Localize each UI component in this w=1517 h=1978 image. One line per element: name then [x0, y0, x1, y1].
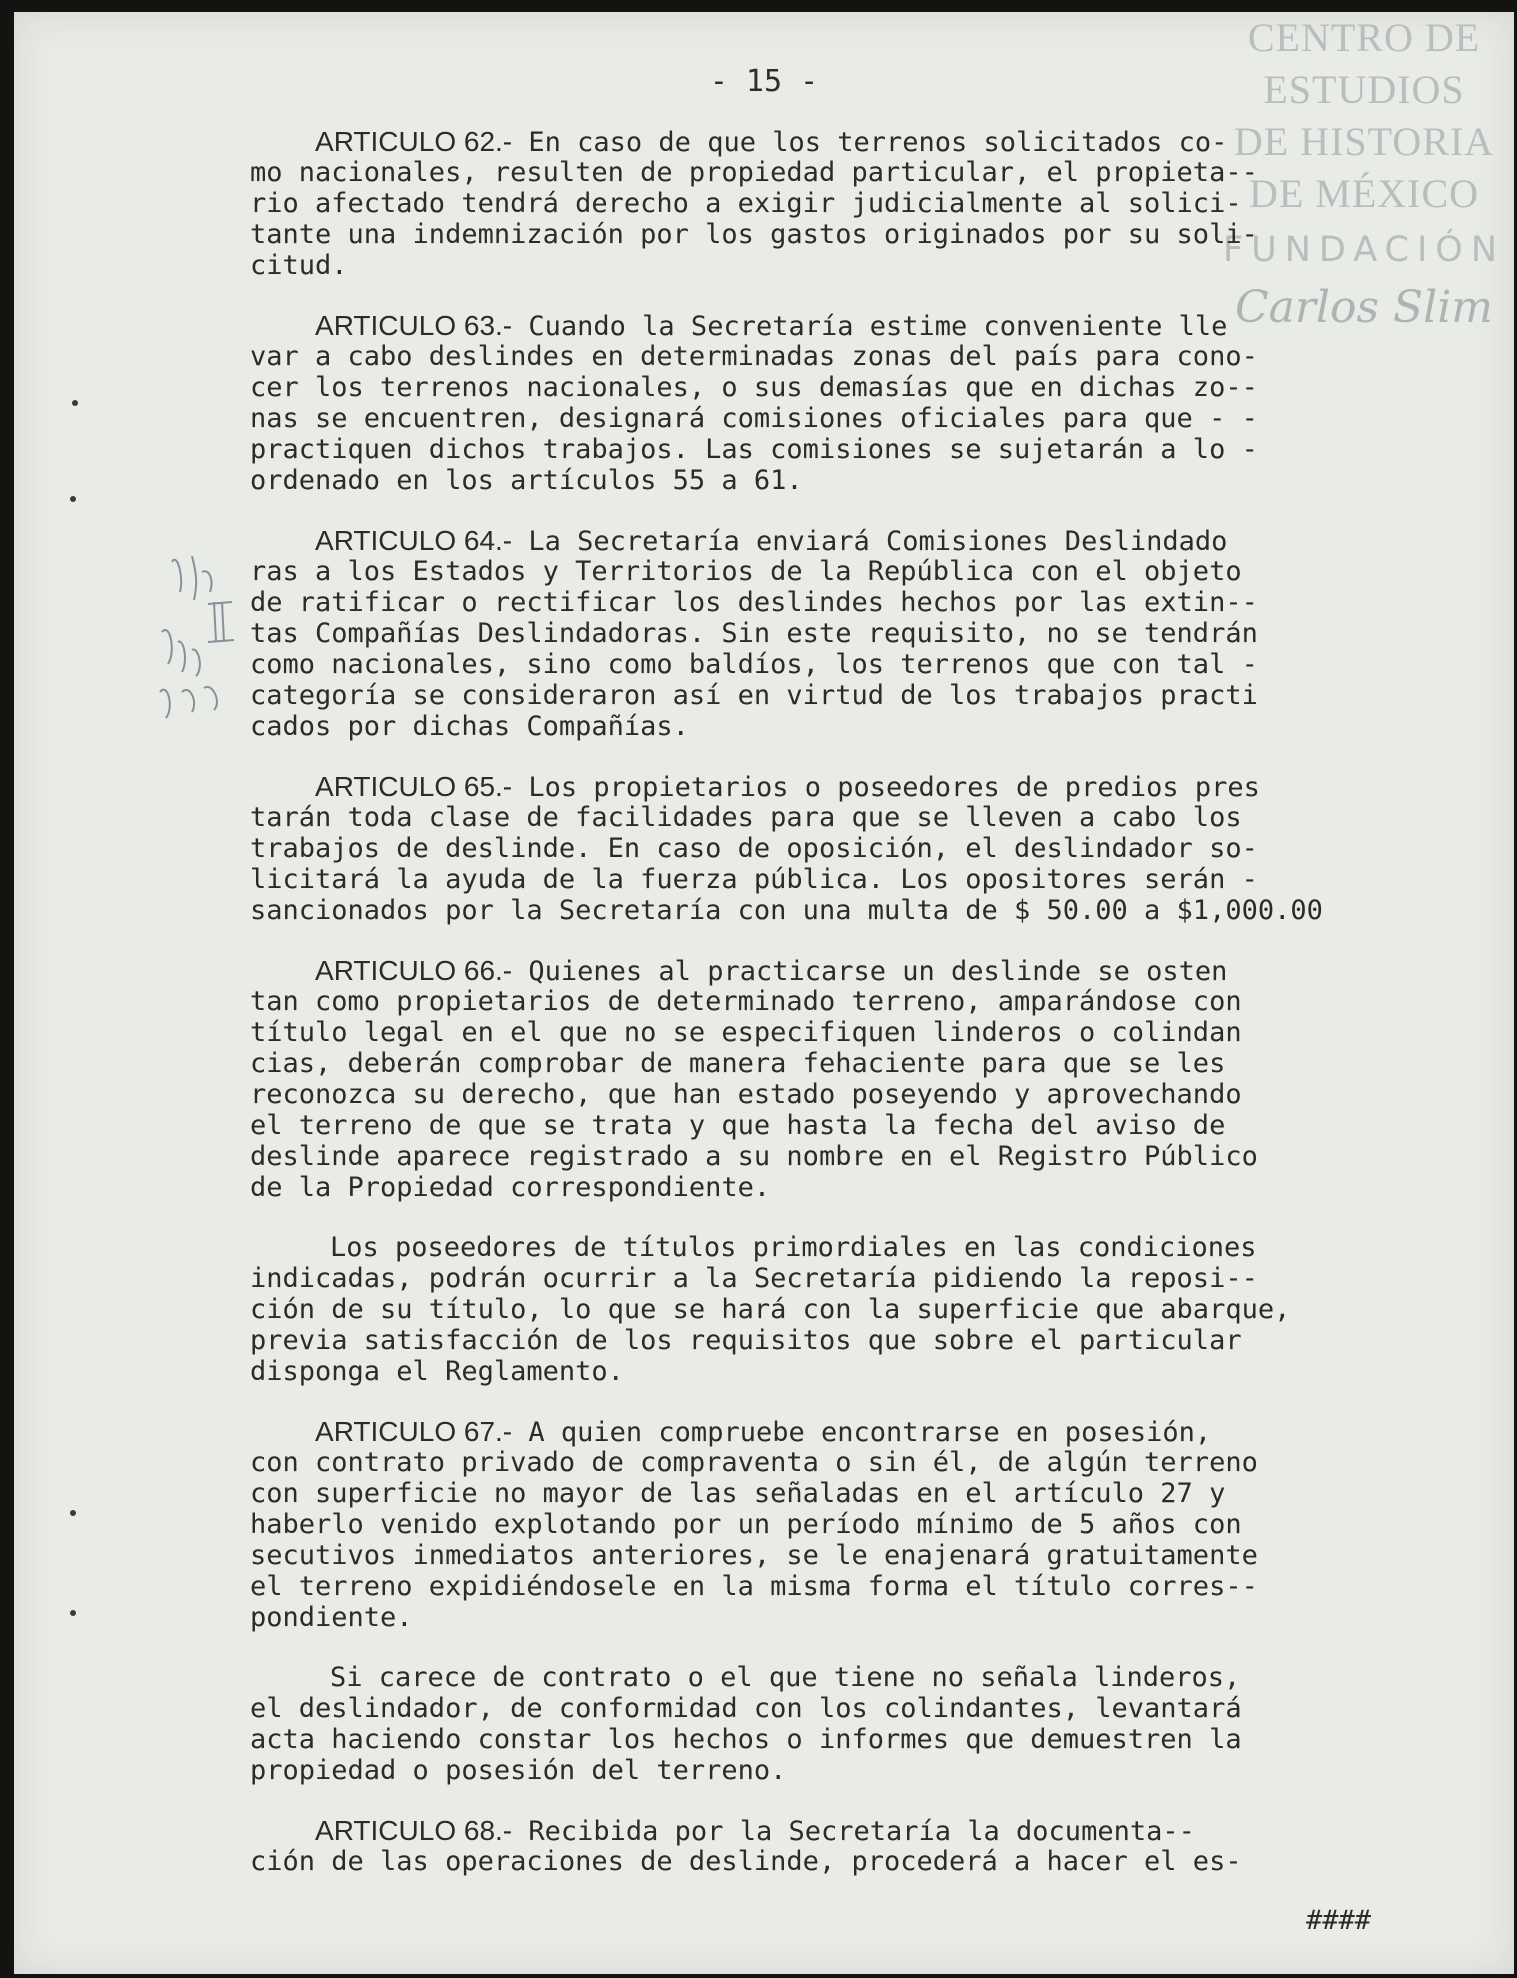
- indent: [250, 311, 315, 342]
- text-line: cados por dichas Compañías.: [250, 711, 689, 742]
- text-line: [250, 1815, 1500, 1846]
- text-line: [250, 955, 1500, 986]
- article-paragraph: [250, 955, 1500, 1203]
- continuation-paragraph: [250, 1662, 1500, 1786]
- text-line: [250, 126, 1500, 157]
- article-text: La Secretaría enviará Comisiones Deslindado: [512, 526, 1228, 557]
- indent: [250, 127, 315, 158]
- text-line: var a cabo deslindes en determinadas zonas del país para cono-: [250, 341, 1258, 372]
- article-heading: ARTICULO 62.-: [315, 126, 513, 157]
- text-line: como nacionales, sino como baldíos, los terrenos que con tal -: [250, 649, 1258, 680]
- page-number: - 15 -: [709, 64, 819, 99]
- text-line: tarán toda clase de facilidades para que se lleven a cabo los: [250, 802, 1242, 833]
- article-text: Los propietarios o poseedores de predios pres: [512, 772, 1260, 803]
- indent: [250, 956, 315, 987]
- margin-dot: [70, 1610, 76, 1616]
- watermark-line: DE MÉXICO: [1248, 171, 1480, 216]
- article-heading: ARTICULO 68.-: [315, 1815, 513, 1846]
- text-line: licitará la ayuda de la fuerza pública. Los opositores serán -: [250, 864, 1258, 895]
- article-text: En caso de que los terrenos solicitados co-: [512, 127, 1228, 158]
- text-line: mo nacionales, resulten de propiedad particular, el propieta--: [250, 157, 1258, 188]
- text-line: pondiente.: [250, 1602, 413, 1633]
- text-line: deslinde aparece registrado a su nombre en el Registro Público: [250, 1141, 1258, 1172]
- margin-dot: [70, 1510, 76, 1516]
- indent: [250, 1816, 315, 1847]
- document-body: [250, 126, 1500, 1906]
- text-line: rio afectado tendrá derecho a exigir judicialmente al solici-: [250, 188, 1242, 219]
- text-line: sancionados por la Secretaría con una multa de $ 50.00 a $1,000.00: [250, 895, 1323, 926]
- text-line: nas se encuentren, designará comisiones oficiales para que - -: [250, 403, 1258, 434]
- text-line: categoría se consideraron así en virtud de los trabajos practi: [250, 680, 1258, 711]
- text-line: secutivos inmediatos anteriores, se le enajenará gratuitamente: [250, 1540, 1258, 1571]
- text-line: título legal en el que no se especifiquen linderos o colindan: [250, 1017, 1242, 1048]
- article-paragraph: [250, 1416, 1500, 1633]
- article-text: Cuando la Secretaría estime conveniente lle: [512, 311, 1228, 342]
- document-page: [14, 12, 1514, 1974]
- article-heading: ARTICULO 64.-: [315, 525, 513, 556]
- text-line: ordenado en los artículos 55 a 61.: [250, 465, 803, 496]
- watermark-foundation: FUNDACIÓN: [1222, 230, 1506, 270]
- text-line: tante una indemnización por los gastos originados por su soli-: [250, 219, 1258, 250]
- text-line: tas Compañías Deslindadoras. Sin este requisito, no se tendrán: [250, 618, 1258, 649]
- margin-dot: [72, 400, 78, 406]
- article-heading: ARTICULO 65.-: [315, 771, 513, 802]
- text-line: citud.: [250, 250, 348, 281]
- text-line: [250, 525, 1500, 556]
- text-line: acta haciendo constar los hechos o informes que demuestren la: [250, 1724, 1242, 1755]
- text-line: de la Propiedad correspondiente.: [250, 1172, 771, 1203]
- text-line: tan como propietarios de determinado terreno, amparándose con: [250, 986, 1242, 1017]
- text-line: con superficie no mayor de las señaladas en el artículo 27 y: [250, 1478, 1226, 1509]
- indent: [250, 526, 315, 557]
- watermark-line: CENTRO DE: [1247, 15, 1481, 60]
- text-line: ras a los Estados y Territorios de la República con el objeto: [250, 556, 1242, 587]
- article-text: Recibida por la Secretaría la documenta--: [512, 1816, 1195, 1847]
- text-line: [250, 1416, 1500, 1447]
- watermark-signature: Carlos Slim: [1234, 282, 1494, 333]
- text-line: [250, 310, 1500, 341]
- text-line: con contrato privado de compraventa o sin él, de algún terreno: [250, 1447, 1258, 1478]
- text-line: practiquen dichos trabajos. Las comisiones se sujetarán a lo -: [250, 434, 1258, 465]
- article-paragraph: [250, 126, 1500, 281]
- article-heading: ARTICULO 67.-: [315, 1416, 513, 1447]
- indent: [250, 772, 315, 803]
- text-line: ción de su título, lo que se hará con la superficie que abarque,: [250, 1294, 1291, 1325]
- text-line: haberlo venido explotando por un período mínimo de 5 años con: [250, 1509, 1242, 1540]
- continuation-marks: ####: [1306, 1905, 1372, 1936]
- article-paragraph: [250, 310, 1500, 496]
- margin-dot: [70, 496, 76, 502]
- continuation-paragraph: [250, 1232, 1500, 1387]
- text-line: trabajos de deslinde. En caso de oposición, el deslindador so-: [250, 833, 1258, 864]
- watermark-line: ESTUDIOS: [1263, 67, 1465, 112]
- text-line: propiedad o posesión del terreno.: [250, 1755, 787, 1786]
- text-line: disponga el Reglamento.: [250, 1356, 624, 1387]
- text-line: cer los terrenos nacionales, o sus demasías que en dichas zo--: [250, 372, 1258, 403]
- text-line: el terreno de que se trata y que hasta la fecha del aviso de: [250, 1110, 1226, 1141]
- article-paragraph: [250, 525, 1500, 742]
- text-line: Los poseedores de títulos primordiales en las condiciones: [330, 1232, 1257, 1263]
- text-line: cias, deberán comprobar de manera fehaciente para que se les: [250, 1048, 1226, 1079]
- article-text: A quien compruebe encontrarse en posesión,: [512, 1417, 1212, 1448]
- text-line: indicadas, podrán ocurrir a la Secretaría pidiendo la reposi--: [250, 1263, 1258, 1294]
- text-line: el terreno expidiéndosele en la misma forma el título corres--: [250, 1571, 1258, 1602]
- text-line: el deslindador, de conformidad con los colindantes, levantará: [250, 1693, 1242, 1724]
- text-line: Si carece de contrato o el que tiene no señala linderos,: [330, 1662, 1241, 1693]
- text-line: reconozca su derecho, que han estado poseyendo y aprovechando: [250, 1079, 1242, 1110]
- article-paragraph: [250, 1815, 1500, 1877]
- text-line: previa satisfacción de los requisitos que sobre el particular: [250, 1325, 1242, 1356]
- text-line: de ratificar o rectificar los deslindes hechos por las extin--: [250, 587, 1258, 618]
- indent: [250, 1417, 315, 1448]
- text-line: ción de las operaciones de deslinde, procederá a hacer el es-: [250, 1846, 1242, 1877]
- article-text: Quienes al practicarse un deslinde se osten: [512, 956, 1228, 987]
- watermark-line: DE HISTORIA: [1233, 119, 1495, 164]
- article-heading: ARTICULO 63.-: [315, 310, 513, 341]
- text-line: [250, 771, 1500, 802]
- article-heading: ARTICULO 66.-: [315, 955, 513, 986]
- handwritten-margin-note: [152, 542, 242, 722]
- article-paragraph: [250, 771, 1500, 926]
